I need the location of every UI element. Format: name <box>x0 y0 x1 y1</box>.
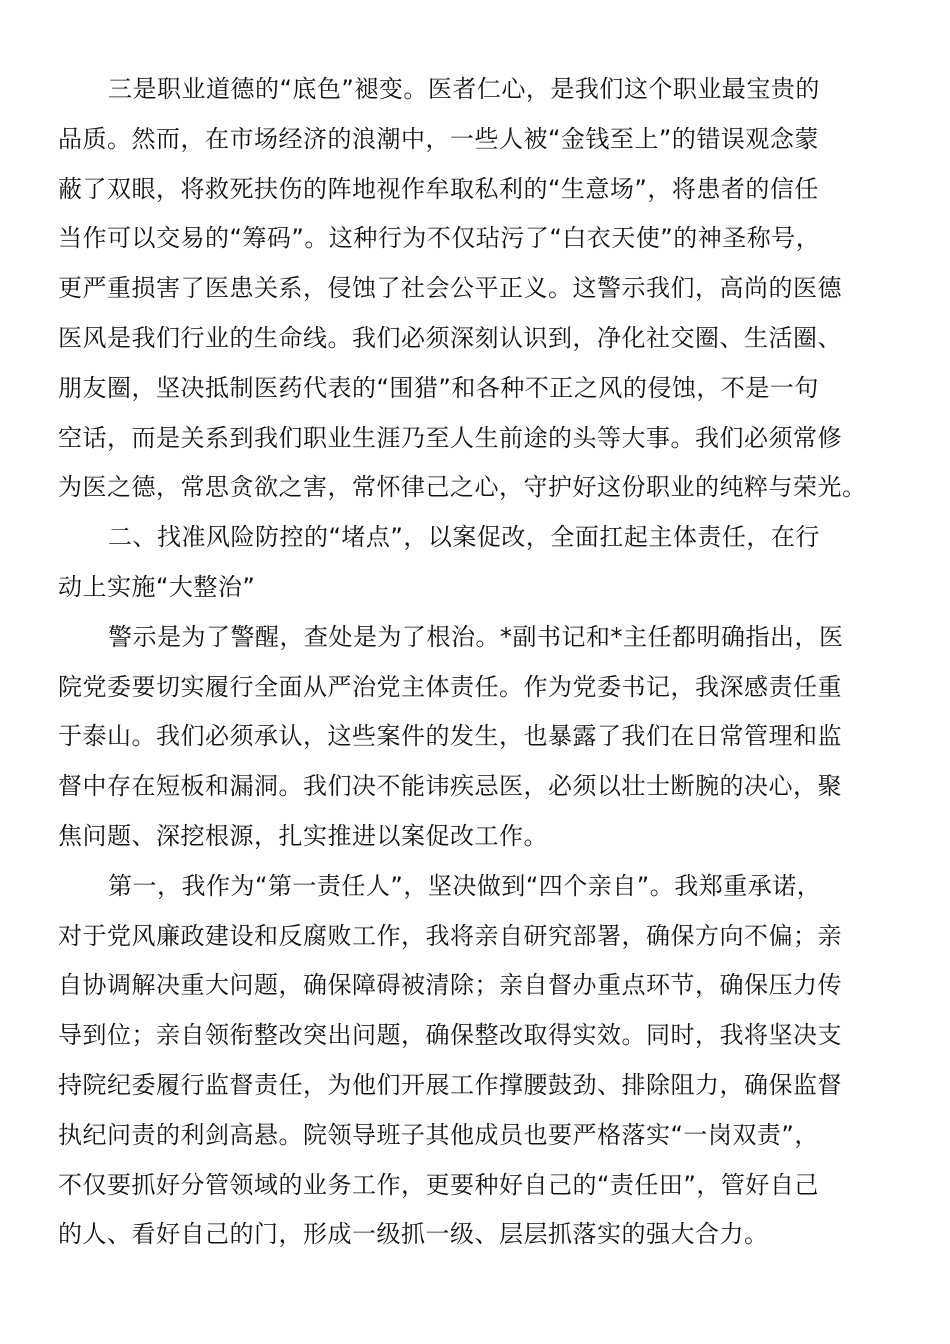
section-heading-2 <box>58 513 888 613</box>
text-line: 督中存在短板和漏洞。我们决不能讳疾忌医，必须以壮士断腕的决心，聚 <box>58 772 842 801</box>
text-line: 于泰山。我们必须承认，这些案件的发生，也暴露了我们在日常管理和监 <box>58 722 842 751</box>
text-line: 焦问题、深挖根源，扎实推进以案促改工作。 <box>58 821 548 850</box>
text-line: 医风是我们行业的生命线。我们必须深刻认识到，净化社交圈、生活圈、 <box>58 323 842 352</box>
text-line: 为医之德，常思贪欲之害，常怀律己之心，守护好这份职业的纯粹与荣光。 <box>58 473 867 502</box>
text-line: 不仅要抓好分管领域的业务工作，更要种好自己的“责任田”，管好自己 <box>58 1170 819 1199</box>
heading-line: 动上实施“大整治” <box>58 572 256 601</box>
text-line: 品质。然而，在市场经济的浪潮中，一些人被“金钱至上”的错误观念蒙 <box>58 124 819 153</box>
text-line: 警示是为了警醒，查处是为了根治。*副书记和*主任都明确指出，医 <box>108 622 844 651</box>
text-line: 导到位；亲自领衔整改突出问题，确保整改取得实效。同时，我将坚决支 <box>58 1021 842 1050</box>
text-line: 当作可以交易的“筹码”。这种行为不仅玷污了“白衣天使”的神圣称号， <box>58 224 821 253</box>
text-line: 第一，我作为“第一责任人”，坚决做到“四个亲自”。我郑重承诺， <box>108 871 822 900</box>
text-line: 蔽了双眼，将救死扶伤的阵地视作牟取私利的“生意场”，将患者的信任 <box>58 174 819 203</box>
document-page <box>58 65 888 1260</box>
text-line: 执纪问责的利剑高悬。院领导班子其他成员也要严格落实“一岗双责”， <box>58 1120 819 1149</box>
text-line: 自协调解决重大问题，确保障碍被清除；亲自督办重点环节，确保压力传 <box>58 971 842 1000</box>
heading-line: 二、找准风险防控的“堵点”，以案促改，全面扛起主体责任，在行 <box>108 523 820 552</box>
text-line: 持院纪委履行监督责任，为他们开展工作撑腰鼓劲、排除阻力，确保监督 <box>58 1070 842 1099</box>
text-line: 院党委要切实履行全面从严治党主体责任。作为党委书记，我深感责任重 <box>58 672 842 701</box>
text-line: 三是职业道德的“底色”褪变。医者仁心，是我们这个职业最宝贵的 <box>108 75 820 103</box>
text-line: 朋友圈，坚决抵制医药代表的“围猎”和各种不正之风的侵蚀，不是一句 <box>58 373 819 402</box>
text-line: 更严重损害了医患关系，侵蚀了社会公平正义。这警示我们，高尚的医德 <box>58 274 842 303</box>
paragraph-professional-ethics <box>58 65 888 513</box>
paragraph-first-responsible <box>58 862 888 1260</box>
paragraph-warning <box>58 613 888 862</box>
text-line: 的人、看好自己的门，形成一级抓一级、层层抓落实的强大合力。 <box>58 1220 769 1249</box>
text-line: 空话，而是关系到我们职业生涯乃至人生前途的头等大事。我们必须常修 <box>58 423 842 452</box>
text-line: 对于党风廉政建设和反腐败工作，我将亲自研究部署，确保方向不偏；亲 <box>58 921 842 950</box>
